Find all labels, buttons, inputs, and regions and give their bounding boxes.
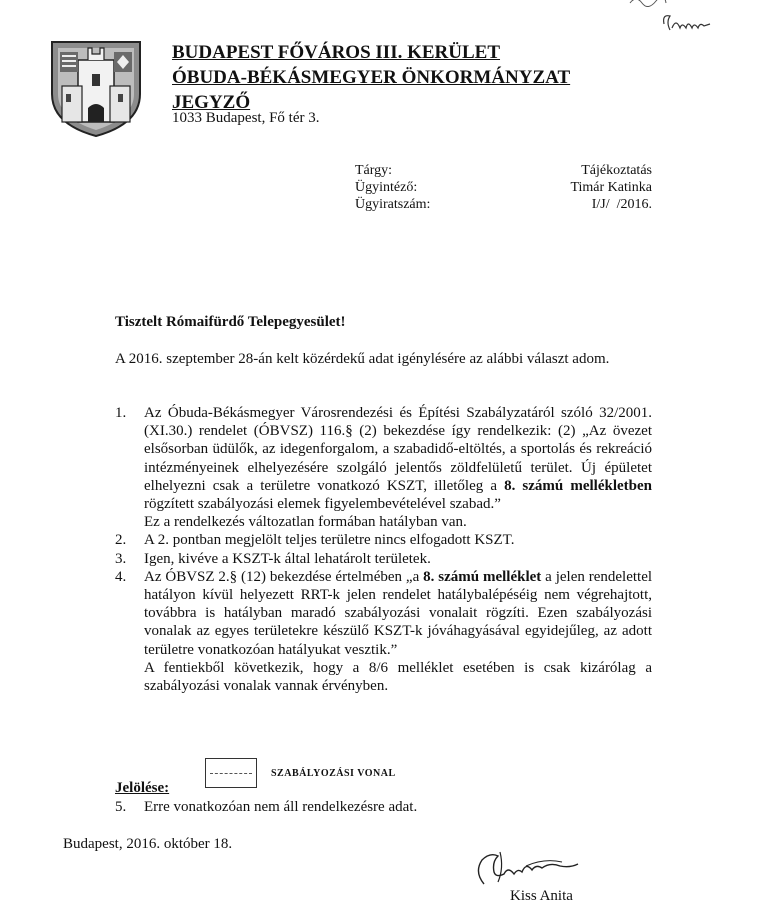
coat-of-arms-icon (48, 38, 144, 138)
item-text-part: Az Óbuda-Békásmegyer Városrendezési és Építési Szabályzatáról szóló 32/2001.(XI.30.) rendelet (ÓBVSZ) 116.§ (2) bekezdése így rendelkezik: (2) „Az övezet elsősorban üdülők, az idegenforgalom, a szabadidő-eltöltés, a sportolás és rekreáció intézményeinek elhelyezésére szolgáló jelentős zöldfelületű terület. Új épületet elhelyezni csak a területre vonatkozó KSZT, illetőleg a (144, 405, 652, 494)
date-line: Budapest, 2016. október 18. (63, 836, 233, 852)
document-meta (355, 162, 652, 213)
letterhead-address: 1033 Budapest, Fő tér 3. (172, 110, 320, 126)
item-text-part: rögzített szabályozási elemek figyelembevételével szabad.” (144, 496, 501, 513)
list-item (115, 799, 681, 816)
answer-list (115, 404, 652, 695)
item-text: A 2. pontban megjelölt teljes területre nincs elfogadott KSZT. (144, 532, 515, 549)
item-note: A fentiekből következik, hogy a 8/6 melléklet esetében is csak kizárólag a szabályozási vonalak vannak érvényben. (144, 659, 652, 695)
meta-value: Tájékoztatás (581, 163, 652, 178)
meta-value: Timár Katinka (570, 180, 652, 195)
letterhead-line-2: ÓBUDA-BÉKÁSMEGYER ÖNKORMÁNYZAT (172, 67, 571, 88)
salutation: Tisztelt Rómaifürdő Telepegyesület! (115, 314, 346, 330)
item-text-part: a jelen rendelettel hatályon kívül helyezett RRT-k jelen rendelet hatálybalépéséig nem végrehajtott, továbbra is hatályban maradó szabályozási vonalait rögzíti. Ezen szabályozási vonalak az egyes területekre készülő KSZT-k jóváhagyásával egyidejűleg, az adott területre vonatkozóan hatályukat vesztik.” (144, 568, 653, 658)
meta-row-subject (355, 162, 652, 179)
item-number: 2. (115, 532, 127, 549)
item-number: 4. (115, 568, 127, 585)
item-bold-text: 8. számú melléklet (423, 568, 542, 585)
meta-label: Ügyiratszám: (355, 197, 431, 212)
regulation-line-symbol-icon (205, 758, 257, 788)
signer-name: Kiss Anita (510, 888, 573, 904)
item-text (144, 568, 652, 659)
item-text: Igen, kivéve a KSZT-k által lehatárolt területek. (144, 550, 431, 567)
list-item (115, 550, 652, 568)
legend-label: Jelölése: (115, 780, 170, 796)
corner-initials (660, 10, 730, 40)
meta-label: Ügyintéző: (355, 180, 418, 195)
list-item (115, 568, 652, 695)
legend (115, 754, 655, 804)
list-item (115, 404, 652, 531)
item-text: Erre vonatkozóan nem áll rendelkezésre adat. (144, 799, 418, 815)
letterhead-line-3: JEGYZŐ (172, 92, 251, 113)
letterhead-line-1: BUDAPEST FŐVÁROS III. KERÜLET (172, 42, 501, 63)
meta-row-administrator (355, 179, 652, 196)
item-number: 1. (115, 405, 127, 421)
meta-value: I/J/ /2016. (591, 197, 652, 212)
item-text-part: Az ÓBVSZ 2.§ (12) bekezdése értelmében „a (144, 568, 420, 585)
item-note: Ez a rendelkezés változatlan formában hatályban van. (144, 514, 467, 531)
intro-paragraph: A 2016. szeptember 28-án kelt közérdekű adat igénylésére az alábbi választ adom. (115, 351, 610, 367)
meta-row-file-number (355, 196, 652, 213)
item-bold-text: 8. számú mellékletben (504, 477, 653, 494)
item-number: 3. (115, 550, 127, 567)
list-item (115, 531, 652, 549)
legend-symbol-text: SZABÁLYOZÁSI VONAL (271, 768, 396, 779)
letterhead (172, 40, 570, 115)
corner-handwriting-top (628, 0, 668, 6)
item-text (144, 404, 652, 513)
meta-label: Tárgy: (355, 163, 393, 178)
item-number: 5. (115, 799, 127, 815)
